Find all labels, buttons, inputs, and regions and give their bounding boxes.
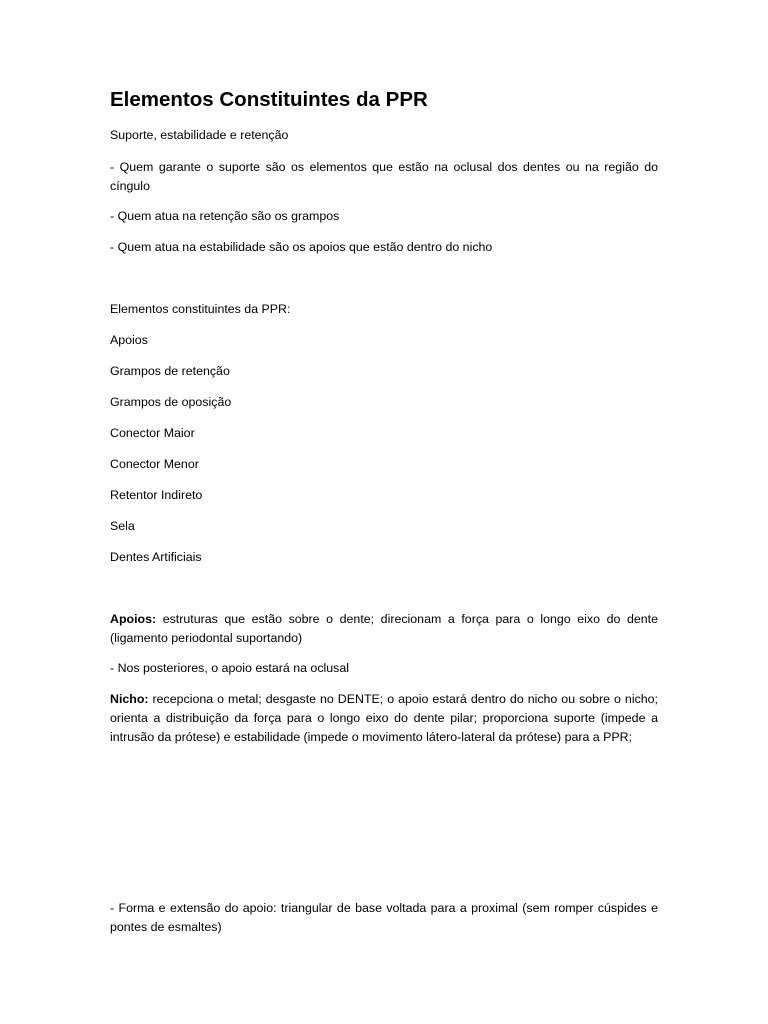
nicho-paragraph [110, 690, 658, 747]
element-item: Sela [110, 519, 135, 533]
nicho-label: Nicho: [110, 692, 149, 706]
nicho-text: recepciona o metal; desgaste no DENTE; o apoio estará dentro do nicho ou sobre o nicho; orienta a distribuição da força para o longo eixo do dente pilar; proporciona suporte (impede a intrusão da prótese) e estabilidade (impede o movimento látero-lateral da prótese) para a PPR; [110, 692, 658, 744]
element-item: Apoios [110, 333, 148, 347]
element-item: Grampos de oposição [110, 395, 232, 409]
intro-item-retention: - Quem atua na retenção são os grampos [110, 209, 340, 223]
posteriores-note: - Nos posteriores, o apoio estará na oclusal [110, 661, 349, 675]
section-subtitle: Suporte, estabilidade e retenção [110, 128, 289, 142]
apoios-label: Apoios: [110, 612, 157, 626]
apoios-text: estruturas que estão sobre o dente; direcionam a força para o longo eixo do dente (ligamento periodontal suportando) [110, 612, 658, 645]
element-item: Dentes Artificiais [110, 550, 202, 564]
intro-item-support: - Quem garante o suporte são os elementos que estão na oclusal dos dentes ou na região do cíngulo [110, 160, 658, 193]
intro-item-stability: - Quem atua na estabilidade são os apoios que estão dentro do nicho [110, 240, 493, 254]
elements-list-heading: Elementos constituintes da PPR: [110, 302, 291, 316]
forma-note: - Forma e extensão do apoio: triangular de base voltada para a proximal (sem romper cúspides e pontes de esmaltes) [110, 901, 658, 934]
element-item: Conector Menor [110, 457, 199, 471]
page-title: Elementos Constituintes da PPR [110, 88, 428, 111]
element-item: Retentor Indireto [110, 488, 203, 502]
apoios-paragraph [110, 610, 658, 648]
element-item: Conector Maior [110, 426, 195, 440]
element-item: Grampos de retenção [110, 364, 230, 378]
